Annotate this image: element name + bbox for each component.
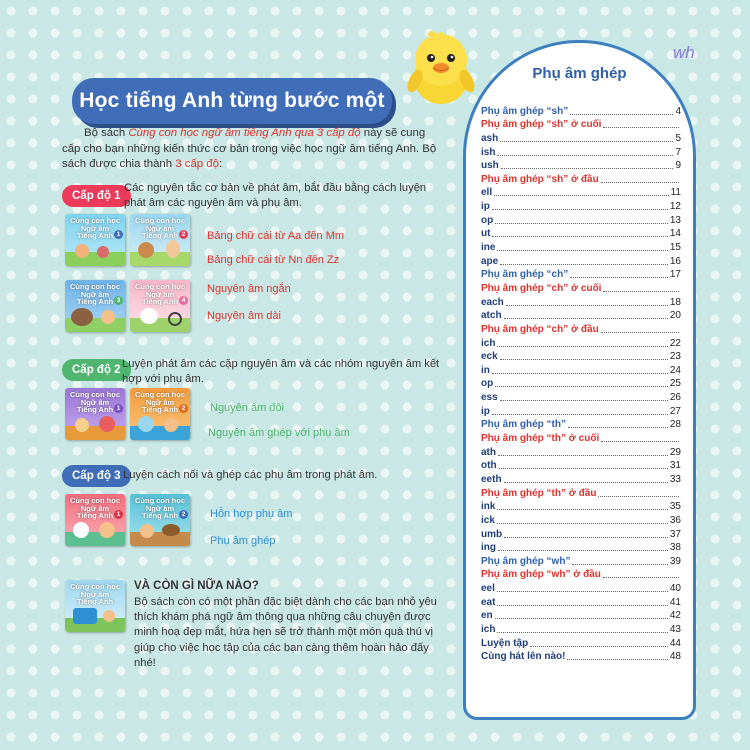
toc-row-label: op <box>481 214 494 226</box>
toc-row <box>481 376 681 390</box>
book-title: Ngữ âm <box>80 289 110 299</box>
toc-row-label: Phụ âm ghép “th” ở cuối <box>481 433 600 445</box>
toc-row-label: ip <box>481 201 490 213</box>
level-1-description: Các nguyên tắc cơ bản về phát âm, bắt đầu bằng cách luyện phát âm các nguyên âm và phụ âm. <box>124 182 427 209</box>
level-3-description: Luyện cách nối và ghép các phụ âm trong phát âm. <box>123 469 378 481</box>
toc-row-label: ink <box>481 501 496 513</box>
toc-row-page: 42 <box>669 610 681 622</box>
toc-row-label: ash <box>481 132 499 144</box>
toc-row <box>481 267 681 281</box>
toc-leader-dots <box>601 441 679 442</box>
toc-row-label: op <box>481 378 494 390</box>
level-2-description: Luyện phát âm các cặp nguyên âm và các nhóm nguyên âm kết hợp với phụ âm. <box>122 358 440 385</box>
toc-row <box>481 594 681 608</box>
toc-row <box>481 485 681 499</box>
toc-row-label: Phụ âm ghép “th” ở đầu <box>481 487 597 499</box>
toc-row <box>481 280 681 294</box>
toc-leader-dots <box>492 373 668 374</box>
book-series: Cùng con học <box>70 390 120 399</box>
toc-row-label: eel <box>481 583 495 595</box>
toc-row-label: Phụ âm ghép “wh” <box>481 555 571 567</box>
toc-row-page: 27 <box>669 405 681 417</box>
toc-row-label: in <box>481 364 490 376</box>
toc-row-page: 38 <box>669 542 681 554</box>
book-number: 1 <box>114 230 123 239</box>
book-title: Tiếng Anh <box>76 297 114 306</box>
toc-row <box>481 389 681 403</box>
toc-row-label: Luyện tập <box>481 637 529 649</box>
toc-row <box>481 308 681 322</box>
level-3-badge: Cấp độ 3 <box>62 465 131 487</box>
book-title: Tiếng Anh <box>141 511 179 520</box>
book-label: Nguyên âm ngắn <box>207 283 291 295</box>
toc-row <box>481 171 681 185</box>
book-title: Tiếng Anh <box>141 405 179 414</box>
toc-row-page: 29 <box>669 446 681 458</box>
toc-row-page: 16 <box>669 255 681 267</box>
book-number: 2 <box>179 230 188 239</box>
book-number: 4 <box>179 296 188 305</box>
toc-row-label: ich <box>481 337 496 349</box>
toc-leader-dots <box>603 291 679 292</box>
toc-row-label: eeth <box>481 473 502 485</box>
toc-row <box>481 444 681 458</box>
toc-row-label: ush <box>481 160 499 172</box>
page-title: Học tiếng Anh từng bước một <box>72 78 392 124</box>
toc-leader-dots <box>495 223 668 224</box>
book-cover <box>130 214 190 266</box>
book-title: Ngữ âm <box>80 503 110 513</box>
book-number: 3 <box>114 296 123 305</box>
book-series: Cùng con học <box>135 282 185 291</box>
toc-row-page: 12 <box>669 201 681 213</box>
toc-row-label: ut <box>481 228 491 240</box>
toc-row-label: Phụ âm ghép “ch” ở đầu <box>481 323 599 335</box>
toc-row-label: ape <box>481 255 499 267</box>
toc-row <box>481 349 681 363</box>
toc-row <box>481 458 681 472</box>
toc-leader-dots <box>500 141 673 142</box>
toc-row <box>481 499 681 513</box>
toc-row <box>481 621 681 635</box>
book-title: Ngữ âm <box>80 223 110 233</box>
book-number: 2 <box>179 510 188 519</box>
toc-leader-dots <box>500 400 668 401</box>
toc-row <box>481 417 681 431</box>
book-series: Cùng con học <box>135 216 185 225</box>
toc-row-page: 37 <box>669 528 681 540</box>
toc-leader-dots <box>495 386 668 387</box>
toc-row <box>481 362 681 376</box>
toc-row <box>481 526 681 540</box>
toc-row-label: atch <box>481 310 502 322</box>
book-cover <box>65 494 125 546</box>
toc-leader-dots <box>603 127 679 128</box>
toc-row-page: 33 <box>669 473 681 485</box>
book-cover <box>65 214 125 266</box>
toc-row-label: Phụ âm ghép “ch” ở cuối <box>481 282 602 294</box>
book-label: Nguyên âm đôi <box>210 402 284 414</box>
toc-row-page: 44 <box>669 637 681 649</box>
toc-leader-dots <box>498 455 668 456</box>
toc-leader-dots <box>497 632 667 633</box>
book-series: Cùng con học <box>70 282 120 291</box>
toc-leader-dots <box>500 264 668 265</box>
toc-leader-dots <box>492 236 667 237</box>
toc-row <box>481 253 681 267</box>
series-name: Cùng con học ngữ âm tiếng Anh qua 3 cấp độ <box>128 127 361 139</box>
toc-leader-dots <box>601 332 679 333</box>
toc-leader-dots <box>494 195 668 196</box>
toc-leader-dots <box>506 305 668 306</box>
levels-count: 3 cấp độ <box>175 158 219 170</box>
toc-row <box>481 212 681 226</box>
toc-row <box>481 185 681 199</box>
toc-row-label: Phụ âm ghép “wh” ở đầu <box>481 569 601 581</box>
book-title: Tiếng Anh <box>76 405 114 414</box>
toc-row <box>481 567 681 581</box>
toc-row-page: 23 <box>669 351 681 363</box>
toc-row-page: 24 <box>669 364 681 376</box>
toc-row-label: ich <box>481 623 496 635</box>
toc-row-label: eck <box>481 351 498 363</box>
toc-row-label: ine <box>481 242 496 254</box>
toc-row <box>481 608 681 622</box>
toc-leader-dots <box>504 318 668 319</box>
toc-row-page: 41 <box>669 596 681 608</box>
toc-leader-dots <box>504 537 668 538</box>
toc-row-label: ess <box>481 392 498 404</box>
toc-leader-dots <box>497 523 668 524</box>
toc-leader-dots <box>572 564 667 565</box>
book-title: Tiếng Anh <box>76 597 114 606</box>
toc-leader-dots <box>601 182 679 183</box>
toc-leader-dots <box>498 550 668 551</box>
book-title: Ngữ âm <box>145 397 175 407</box>
toc-leader-dots <box>567 659 667 660</box>
book-cover <box>130 388 190 440</box>
toc-row <box>481 649 681 663</box>
toc-row-label: oth <box>481 460 497 472</box>
book-series: Cùng con học <box>70 582 120 591</box>
toc-leader-dots <box>497 605 667 606</box>
book-number: 1 <box>114 510 123 519</box>
toc-leader-dots <box>500 359 668 360</box>
toc-row-page: 31 <box>669 460 681 472</box>
toc-leader-dots <box>504 482 668 483</box>
book-title: Ngữ âm <box>80 589 110 599</box>
toc-row <box>481 580 681 594</box>
book-cover <box>65 580 125 632</box>
book-series: Cùng con học <box>70 496 120 505</box>
toc-row-label: ath <box>481 446 496 458</box>
toc-row-page: 18 <box>669 296 681 308</box>
book-title: Ngữ âm <box>145 503 175 513</box>
toc-leader-dots <box>501 168 674 169</box>
toc-row <box>481 335 681 349</box>
toc-row-page: 4 <box>675 105 681 117</box>
toc-leader-dots <box>497 250 667 251</box>
toc-row <box>481 130 681 144</box>
toc-row <box>481 321 681 335</box>
toc-row-label: ing <box>481 542 496 554</box>
book-label: Phụ âm ghép <box>210 535 276 547</box>
toc-row-page: 17 <box>669 269 681 281</box>
intro-text-end: : <box>218 158 223 170</box>
intro-paragraph <box>62 126 442 173</box>
book-label: Bảng chữ cái từ Aa đến Mm <box>207 230 345 242</box>
book-title: Ngữ âm <box>80 397 110 407</box>
book-title: Ngữ âm <box>145 289 175 299</box>
toc-row <box>481 158 681 172</box>
toc-row <box>481 117 681 131</box>
toc-list <box>481 103 681 662</box>
level-1-badge: Cấp độ 1 <box>62 185 131 207</box>
book-number: 2 <box>179 404 188 413</box>
toc-row <box>481 239 681 253</box>
toc-row-label: umb <box>481 528 503 540</box>
toc-row-label: Phụ âm ghép “sh” <box>481 105 569 117</box>
extra-paragraph: Bộ sách còn có một phần đặc biệt dành cho các bạn nhỏ yêu thích khám phá ngữ âm thông qua những câu chuyện được minh hoạ đẹp mắt, hứa hẹn sẽ trở thành một món quà thú vị giúp cho việc học tập của các bạn càng thêm hoàn hảo đấy nhé! <box>134 596 437 669</box>
toc-leader-dots <box>492 414 668 415</box>
book-cover <box>130 494 190 546</box>
extra-heading: VÀ CÒN GÌ NỮA NÀO? <box>134 580 259 592</box>
toc-leader-dots <box>492 209 668 210</box>
toc-row-page: 7 <box>675 146 681 158</box>
toc-row-page: 25 <box>669 378 681 390</box>
toc-row-label: Phụ âm ghép “th” <box>481 419 566 431</box>
toc-leader-dots <box>530 646 668 647</box>
toc-row-page: 9 <box>675 160 681 172</box>
toc-leader-dots <box>568 427 668 428</box>
toc-row <box>481 635 681 649</box>
toc-row <box>481 198 681 212</box>
toc-row-label: Cùng hát lên nào! <box>481 651 566 663</box>
toc-leader-dots <box>495 618 668 619</box>
toc-row-label: eat <box>481 596 496 608</box>
toc-row-label: Phụ âm ghép “sh” ở đầu <box>481 173 599 185</box>
toc-row-page: 22 <box>669 337 681 349</box>
toc-row-label: ip <box>481 405 490 417</box>
toc-row-label: each <box>481 296 504 308</box>
toc-leader-dots <box>497 591 668 592</box>
toc-leader-dots <box>497 509 667 510</box>
toc-row <box>481 226 681 240</box>
book-series: Cùng con học <box>135 496 185 505</box>
toc-row-page: 20 <box>669 310 681 322</box>
toc-row <box>481 553 681 567</box>
toc-row-page: 11 <box>670 187 681 199</box>
toc-row <box>481 540 681 554</box>
intro-text-start: Bộ sách <box>84 127 129 139</box>
book-label: Bảng chữ cái từ Nn đến Zz <box>207 254 340 266</box>
toc-row-page: 40 <box>669 583 681 595</box>
book-title: Tiếng Anh <box>76 231 114 240</box>
toc-leader-dots <box>570 114 673 115</box>
toc-row <box>481 430 681 444</box>
book-label: Nguyên âm dài <box>207 310 281 322</box>
book-title: Tiếng Anh <box>141 297 179 306</box>
toc-leader-dots <box>497 346 667 347</box>
book-series: Cùng con học <box>70 216 120 225</box>
book-title: Tiếng Anh <box>141 231 179 240</box>
toc-row <box>481 144 681 158</box>
toc-row-label: Phụ âm ghép “sh” ở cuối <box>481 119 602 131</box>
toc-row <box>481 294 681 308</box>
book-title: Ngữ âm <box>145 223 175 233</box>
toc-leader-dots <box>603 577 679 578</box>
book-cover <box>65 388 125 440</box>
book-title: Tiếng Anh <box>76 511 114 520</box>
toc-leader-dots <box>499 468 668 469</box>
toc-row-page: 14 <box>669 228 681 240</box>
intro-text-mid: này sẽ cung cấp cho bạn những kiến thức cơ bản trong việc học ngữ âm tiếng Anh. Bộ sách được chia thành <box>62 127 437 170</box>
toc-row-page: 28 <box>669 419 681 431</box>
corner-mark: wh <box>673 43 695 62</box>
toc-leader-dots <box>497 155 673 156</box>
toc-row <box>481 103 681 117</box>
table-of-contents <box>463 40 696 720</box>
book-label: Hỗn hợp phụ âm <box>210 508 293 520</box>
toc-row-page: 5 <box>675 132 681 144</box>
level-2-badge: Cấp độ 2 <box>62 359 131 381</box>
toc-row-label: Phụ âm ghép “ch” <box>481 269 569 281</box>
book-label: Nguyên âm ghép với phụ âm <box>208 427 350 439</box>
toc-row-page: 15 <box>669 242 681 254</box>
toc-row <box>481 512 681 526</box>
toc-row-page: 39 <box>669 555 681 567</box>
book-cover <box>65 280 125 332</box>
toc-row-label: en <box>481 610 493 622</box>
toc-row-page: 35 <box>669 501 681 513</box>
toc-row-page: 26 <box>669 392 681 404</box>
toc-row-page: 36 <box>669 514 681 526</box>
book-number: 1 <box>114 404 123 413</box>
toc-row-label: ell <box>481 187 493 199</box>
toc-title: Phụ âm ghép <box>532 65 627 82</box>
toc-row-page: 43 <box>669 623 681 635</box>
toc-leader-dots <box>598 496 679 497</box>
toc-row-label: ick <box>481 514 495 526</box>
toc-row <box>481 403 681 417</box>
book-cover <box>130 280 190 332</box>
toc-row <box>481 471 681 485</box>
toc-row-page: 48 <box>669 651 681 663</box>
toc-row-page: 13 <box>669 214 681 226</box>
book-series: Cùng con học <box>135 390 185 399</box>
toc-row-label: ish <box>481 146 496 158</box>
toc-leader-dots <box>570 277 668 278</box>
